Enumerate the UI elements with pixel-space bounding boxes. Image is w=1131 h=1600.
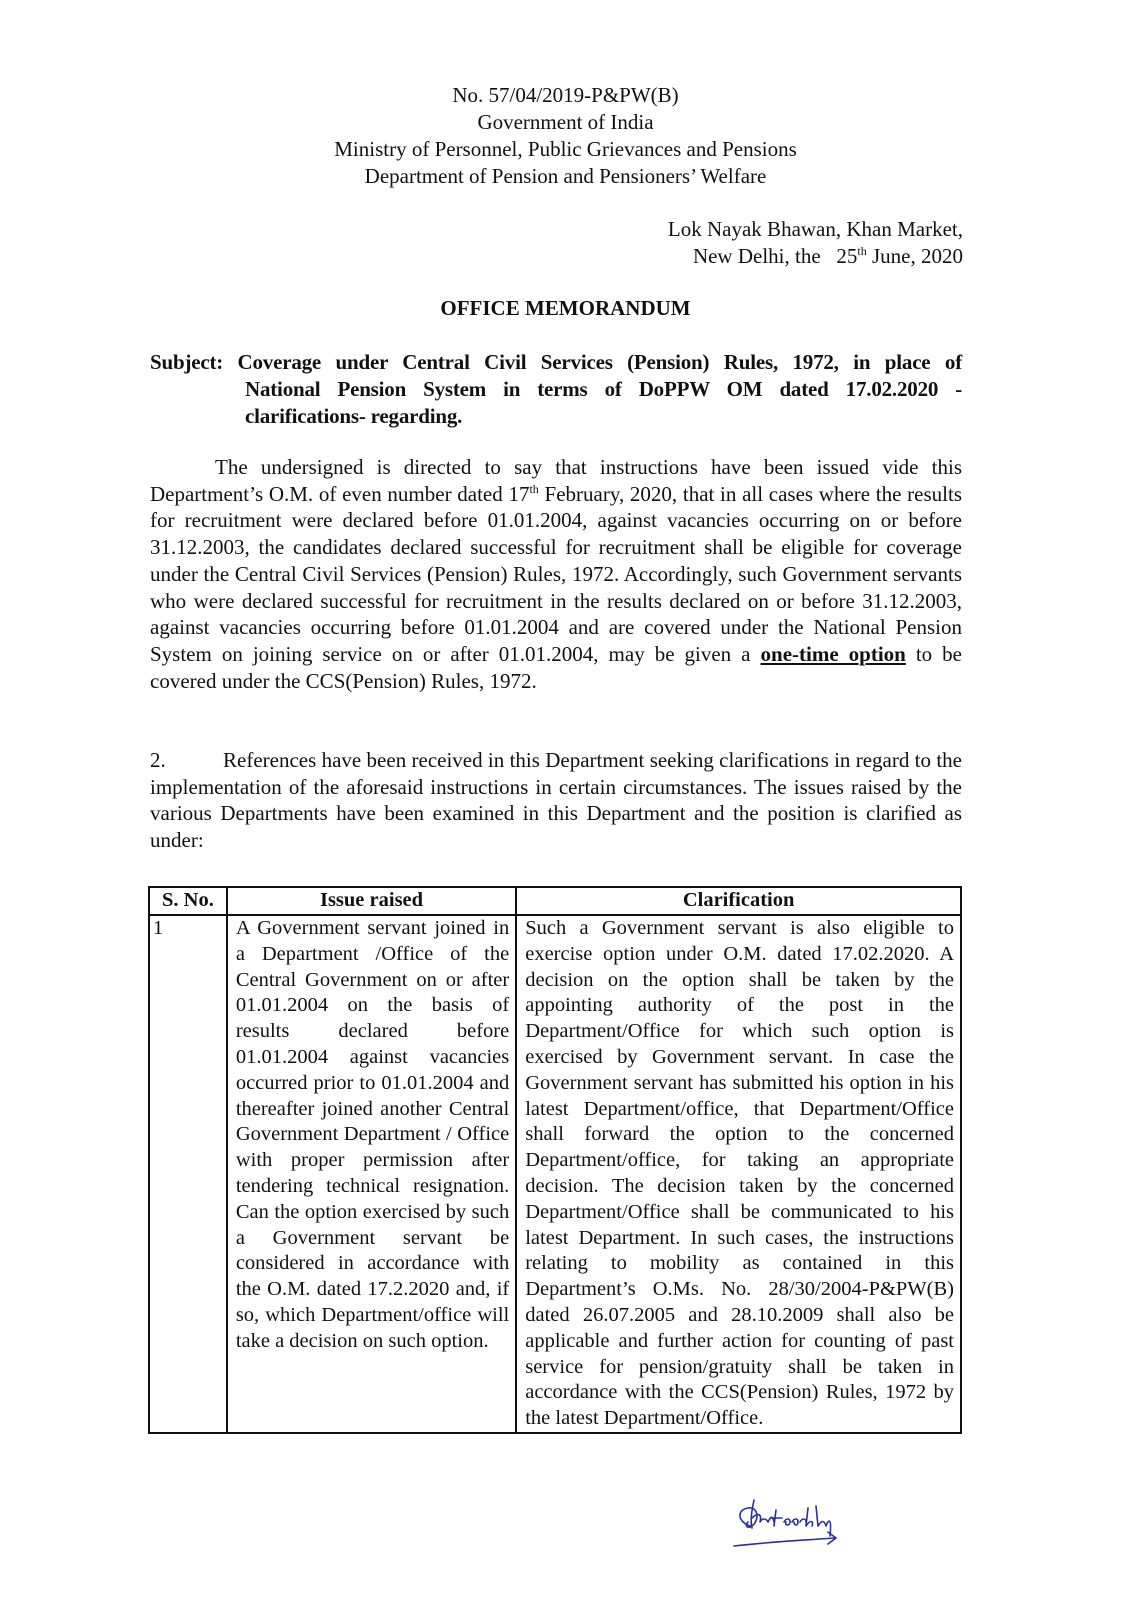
file-number: No. 57/04/2019-P&PW(B) (452, 83, 679, 107)
date-ordinal: th (857, 244, 867, 258)
paragraph-1: The undersigned is directed to say that instructions have been issued vide this Department’s O.M. of even number dated 17th February, 2020, that in all cases where the results for recruitment were declared before 01.01.2004, against vacancies occurring on or before 31.12.2003, the candidates declared successful for recruitment shall be eligible for coverage under the Central Civil Services (Pension) Rules, 1972. Accordingly, such Government servants who were declared successful for recruitment in the results declared on or before 31.12.2003, against vacancies occurring before 01.01.2004 and are covered under the National Pension System on joining service on or after 01.01.2004, may be given a one-time option to be covered under the CCS(Pension) Rules, 1972. (150, 455, 963, 693)
table-row (149, 915, 961, 1433)
handwritten-signature-icon (728, 1496, 858, 1554)
ministry-name: Ministry of Personnel, Public Grievances and Pensions (334, 137, 797, 161)
subject-line-3: clarifications- regarding. (245, 404, 463, 428)
date-line (668, 243, 963, 270)
letterhead (0, 82, 1131, 190)
department-name: Department of Pension and Pensioners’ Welfare (364, 164, 767, 188)
subject-line-1: Subject: Coverage under Central Civil Services (Pension) Rules, 1972, in place of (150, 350, 962, 374)
address-date-block (668, 216, 963, 270)
table-header-row (149, 887, 961, 915)
subject-label: Subject: (150, 350, 224, 374)
address-line: Lok Nayak Bhawan, Khan Market, (667, 217, 963, 241)
paragraph-2: 2. References have been received in this Department seeking clarifications in regard to the implementation of the aforesaid instructions in certain circumstances. The issues raised by the various Departments have been examined in this Department and the position is clarified as under: (150, 748, 962, 853)
cell-sno: 1 (149, 915, 227, 1433)
cell-clarification: Such a Government servant is also eligible to exercise option under O.M. dated 17.02.2020. A decision on the option shall be taken by the appointing authority of the post in the Department/Office for which such option is exercised by Government servant. In case the Government servant has submitted his option in his latest Department/office, that Department/Office shall forward the option to the concerned Department/office, for taking an appropriate decision. The decision taken by the concerned Department/Office shall be communicated to his latest Department. In such cases, the instructions relating to mobility as contained in this Department’s O.Ms. No. 28/30/2004-P&PW(B) dated 26.07.2005 and 28.10.2009 shall also be applicable and further action for counting of past service for pension/gratuity shall be taken in accordance with the CCS(Pension) Rules, 1972 by the latest Department/Office. (516, 915, 961, 1433)
date-prefix: New Delhi, the 25 (692, 244, 858, 268)
date-suffix: June, 2020 (866, 244, 963, 268)
header-clarification: Clarification (516, 887, 961, 915)
one-time-option-emphasis: one-time option (760, 641, 906, 666)
cell-issue: A Government servant joined in a Department /Office of the Central Government on or after 01.01.2004 on the basis of results declared before 01.01.2004 against vacancies occurred prior to 01.01.2004 and thereafter joined another Central Government Department / Office with proper permission after tendering technical resignation. Can the option exercised by such a Government servant be considered in accordance with the O.M. dated 17.2.2020 and, if so, which Department/office will take a decision on such option. (227, 915, 516, 1433)
subject-block (150, 349, 962, 430)
header-sno: S. No. (149, 887, 227, 915)
memo-title: OFFICE MEMORANDUM (440, 296, 691, 320)
paragraph-number: 2. (150, 748, 166, 772)
header-issue: Issue raised (227, 887, 516, 915)
subject-line-2: National Pension System in terms of DoPPW OM dated 17.02.2020 - (245, 377, 962, 401)
clarification-table (148, 886, 962, 1434)
government-name: Government of India (477, 110, 654, 134)
